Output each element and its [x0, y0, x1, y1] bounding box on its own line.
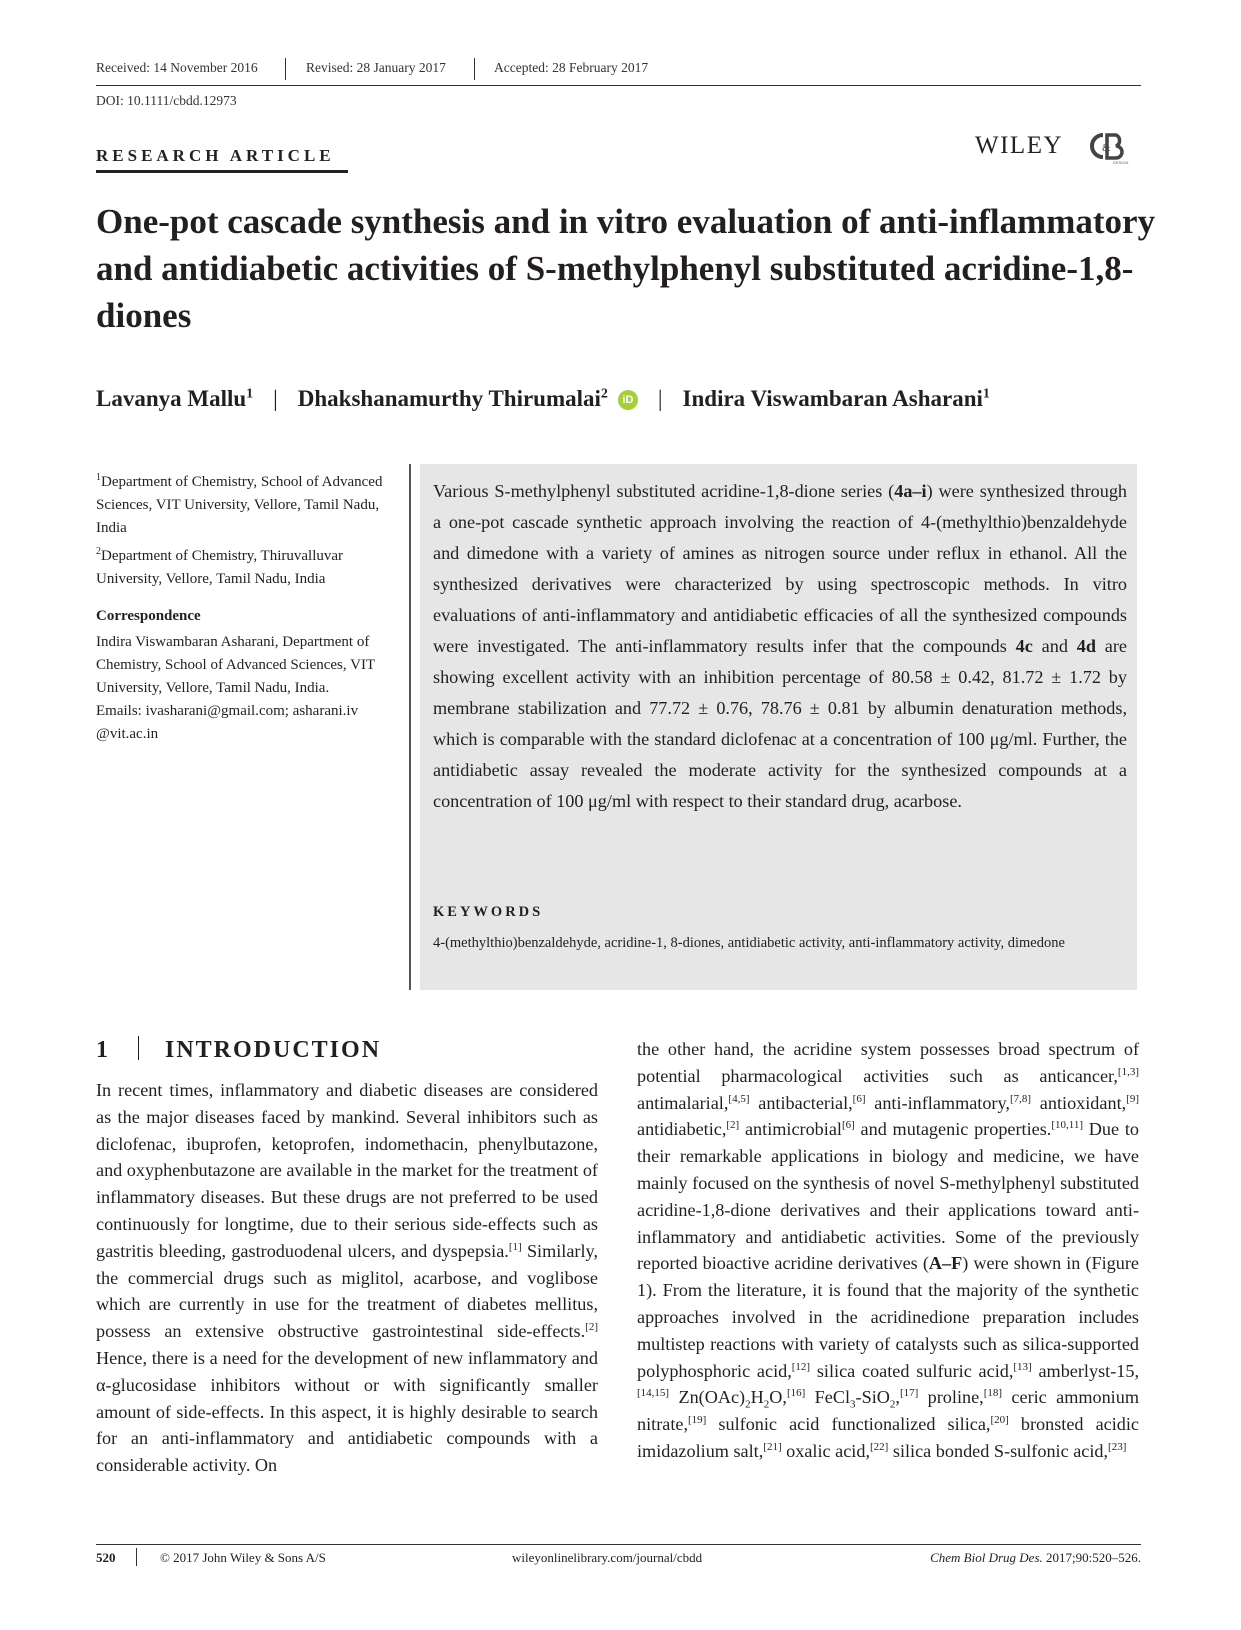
compound-ref: 4c: [1015, 636, 1033, 656]
affiliation: [96, 540, 396, 591]
text-run: and mutagenic properties.: [854, 1119, 1052, 1140]
author-affiliation-mark: 1: [246, 386, 254, 402]
intro-right-column: [637, 1036, 1139, 1465]
author-affiliation-mark: 2: [600, 386, 608, 402]
citation-ref[interactable]: [23]: [1108, 1440, 1127, 1453]
citation-details: 2017;90:520–526.: [1042, 1550, 1141, 1565]
affiliation-text: Department of Chemistry, Thiruvalluvar University, Vellore, Tamil Nadu, India: [96, 548, 344, 587]
text-run: the other hand, the acridine system possesses broad spectrum of potential pharmacological activities such as anticancer,: [637, 1039, 1139, 1086]
copyright: © 2017 John Wiley & Sons A/S: [160, 1550, 326, 1565]
accepted-date: Accepted: 28 February 2017: [494, 60, 649, 75]
citation-ref[interactable]: [2]: [585, 1321, 598, 1334]
abstract-side-rule: [409, 464, 411, 990]
subscript: 2: [745, 1399, 751, 1411]
citation-ref[interactable]: [14,15]: [637, 1387, 670, 1400]
author-name[interactable]: Lavanya Mallu: [96, 386, 247, 411]
text-run: proline,: [918, 1387, 984, 1408]
cbdd-logo-icon: [1086, 128, 1132, 166]
text-run: Zn(OAc): [669, 1387, 746, 1408]
text-run: ,: [895, 1387, 900, 1408]
text-run: -SiO: [855, 1387, 890, 1408]
citation-ref[interactable]: [20]: [990, 1414, 1009, 1427]
text-run: anti-inflammatory,: [865, 1092, 1010, 1113]
text-run: amberlyst-15,: [1031, 1360, 1139, 1381]
citation-ref[interactable]: [4,5]: [728, 1092, 750, 1105]
revised-date: Revised: 28 January 2017: [306, 60, 446, 75]
text-run: oxalic acid,: [781, 1440, 870, 1461]
footer-rule: [96, 1544, 1141, 1545]
abstract-fragment: Various S-methylphenyl substituted acridine-1,8-dione series (: [433, 481, 895, 501]
citation: [900, 1550, 1141, 1566]
section-divider: [138, 1036, 139, 1060]
citation-ref[interactable]: [18]: [983, 1387, 1003, 1400]
intro-left-column: [96, 1077, 598, 1479]
citation-ref[interactable]: [9]: [1126, 1092, 1139, 1105]
page-number: 520: [96, 1550, 116, 1565]
correspondence-emails[interactable]: Emails: ivasharani@gmail.com; asharani.iv @vit.ac.in: [96, 703, 359, 742]
text-run: ceric ammonium nitrate,: [637, 1387, 1139, 1435]
header-divider: [285, 58, 286, 80]
footer-divider: [136, 1548, 137, 1566]
text-run: antimalarial,: [637, 1092, 729, 1113]
affiliation-number: 2: [96, 546, 101, 557]
compound-ref: 4d: [1076, 636, 1096, 656]
subscript: 2: [889, 1399, 896, 1411]
abstract-fragment: and: [1032, 636, 1077, 656]
citation-ref[interactable]: [16]: [786, 1387, 806, 1400]
text-run: In recent times, inflammatory and diabetic diseases are considered as the major diseases faced by mankind. Several inhibitors such as diclofenac, ibuprofen, ketoprofen, indomethacin, phenylbutazone, and oxyphenbutazone are available in the market for the treatment of inflammatory diseases. But these drugs are not preferred to be used continuously for longtime, due to their serious side-effects such as gastritis bleeding, gastroduodenal ulcers, and dyspepsia.: [96, 1080, 598, 1261]
header-divider: [474, 58, 475, 80]
journal-url[interactable]: wileyonlinelibrary.com/journal/cbdd: [512, 1550, 703, 1565]
text-run: antidiabetic,: [637, 1119, 727, 1140]
text-run: Due to their remarkable applications in biology and medicine, we have mainly focused on the synthesis of novel S-methylphenyl substituted acridine-1,8-dione derivatives and their applications toward anti-inflammatory and antidiabetic activities. Some of the previously reported bioactive acridine derivatives (: [637, 1119, 1139, 1274]
citation-ref[interactable]: [7,8]: [1009, 1092, 1032, 1105]
text-run: bronsted acidic imidazolium salt,: [637, 1414, 1139, 1461]
citation-ref[interactable]: [2]: [726, 1119, 740, 1132]
text-run: silica bonded S-sulfonic acid,: [888, 1440, 1109, 1461]
article-title: One-pot cascade synthesis and in vitro evaluation of anti-inflammatory and antidiabetic activities of S-methylphenyl substituted acridine-1,8-diones: [96, 202, 1156, 335]
citation-ref[interactable]: [10,11]: [1051, 1119, 1084, 1132]
author-name[interactable]: Dhakshanamurthy Thirumalai: [297, 386, 601, 411]
citation-ref[interactable]: [22]: [870, 1440, 889, 1453]
citation-ref[interactable]: [1,3]: [1117, 1065, 1139, 1078]
svg-text:DESIGN: DESIGN: [1113, 160, 1129, 165]
keywords-text: 4-(methylthio)benzaldehyde, acridine-1, 8-diones, antidiabetic activity, anti-inflammatory activity, dimedone: [433, 935, 1065, 951]
text-run: antioxidant,: [1031, 1092, 1127, 1113]
article-type-underline: [96, 170, 348, 173]
text-run: antibacterial,: [749, 1092, 853, 1113]
citation-ref[interactable]: [13]: [1013, 1360, 1032, 1373]
abstract-text: [433, 476, 1127, 817]
text-run: silica coated sulfuric acid,: [810, 1360, 1014, 1381]
citation-ref[interactable]: [17]: [899, 1387, 919, 1400]
abstract-fragment: ) were synthesized through a one-pot cascade synthetic approach involving the reaction of 4-(methylthio)benzaldehyde and dimedone with a variety of amines as nitrogen source under reflux in ethanol. All the synthesized derivatives were characterized by using spectroscopic methods. In vitro evaluations of anti-inflammatory and antidiabetic efficacies of all the synthesized compounds were investigated. The anti-inflammatory results infer that the compounds: [433, 481, 1128, 656]
subscript: 3: [850, 1399, 856, 1411]
affiliation: [96, 466, 396, 540]
text-run: O,: [769, 1387, 787, 1408]
intro-paragraph: [637, 1036, 1139, 1465]
keywords-heading: KEYWORDS: [433, 904, 544, 920]
author-list: Lavanya Mallu$^1$ | Dhakshanamurthy Thirumalai$^2$ iD | Indira Viswambaran Asharani$^1$: [96, 386, 990, 411]
subscript: 2: [763, 1399, 770, 1411]
text-run: ) were shown in (Figure 1). From the literature, it is found that the majority of the synthetic approaches involved in the acridinedione preparation includes multistep reactions with variety of catalysts such as silica-supported polyphosphoric acid,: [637, 1253, 1139, 1381]
citation-ref[interactable]: [21]: [763, 1440, 782, 1453]
text-run: FeCl: [805, 1387, 851, 1408]
section-number: 1: [96, 1037, 108, 1063]
affiliation-number: 1: [96, 472, 101, 483]
abstract-fragment: are showing excellent activity with an inhibition percentage of 80.58 ± 0.42, 81.72 ± 1.72 by membrane stabilization and 77.72 ± 0.76, 78.76 ± 0.81 by albumin denaturation methods, which is comparable with the standard diclofenac at a concentration of 100 μg/ml. Further, the antidiabetic assay revealed the moderate activity for the synthesized compounds at a concentration of 100 μg/ml with respect to their standard drug, acarbose.: [433, 636, 1127, 811]
correspondence-body: [96, 631, 396, 746]
compound-ref: 4a–i: [894, 481, 927, 501]
compound-ref: A–F: [928, 1253, 963, 1274]
citation-ref[interactable]: [6]: [852, 1092, 866, 1105]
author-affiliation-mark: 1: [982, 386, 990, 402]
article-type: RESEARCH ARTICLE: [96, 146, 335, 165]
correspondence-heading: Correspondence: [96, 608, 201, 624]
text-run: Hence, there is a need for the development of new inflammatory and α-glucosidase inhibitors without or with significantly smaller amount of side-effects. In this aspect, it is highly desirable to search for an anti-inflammatory and antidiabetic compounds with a considerable activity. On: [96, 1347, 598, 1476]
citation-ref[interactable]: [19]: [688, 1414, 707, 1427]
citation-journal: Chem Biol Drug Des.: [930, 1550, 1043, 1565]
text-run: sulfonic acid functionalized silica,: [706, 1414, 991, 1435]
affiliation-text: Department of Chemistry, School of Advanced Sciences, VIT University, Vellore, Tamil Nadu, India: [96, 474, 383, 536]
text-run: antimicrobial: [739, 1119, 842, 1140]
correspondence-text: Indira Viswambaran Asharani, Department of Chemistry, School of Advanced Sciences, VIT University, Vellore, Tamil Nadu, India.: [96, 634, 375, 696]
doi[interactable]: DOI: 10.1111/cbdd.12973: [96, 93, 237, 108]
text-run: Similarly, the commercial drugs such as miglitol, acarbose, and voglibose which are currently in use for the treatment of diabetes mellitus, possess an extensive obstructive gastrointestinal side-effects.: [96, 1240, 599, 1342]
publisher-logo: WILEY: [975, 132, 1064, 159]
citation-ref[interactable]: [6]: [841, 1119, 855, 1132]
svg-text:&: &: [1102, 142, 1111, 154]
author-name[interactable]: Indira Viswambaran Asharani: [682, 386, 983, 411]
section-heading: [96, 1036, 381, 1064]
citation-ref[interactable]: [12]: [791, 1360, 811, 1373]
header-rule: [96, 85, 1141, 86]
intro-paragraph: [96, 1077, 598, 1479]
received-date: Received: 14 November 2016: [96, 60, 258, 75]
orcid-icon[interactable]: iD: [618, 390, 638, 410]
section-title: INTRODUCTION: [165, 1037, 382, 1063]
citation-ref[interactable]: [1]: [508, 1240, 522, 1253]
text-run: H: [750, 1387, 764, 1408]
